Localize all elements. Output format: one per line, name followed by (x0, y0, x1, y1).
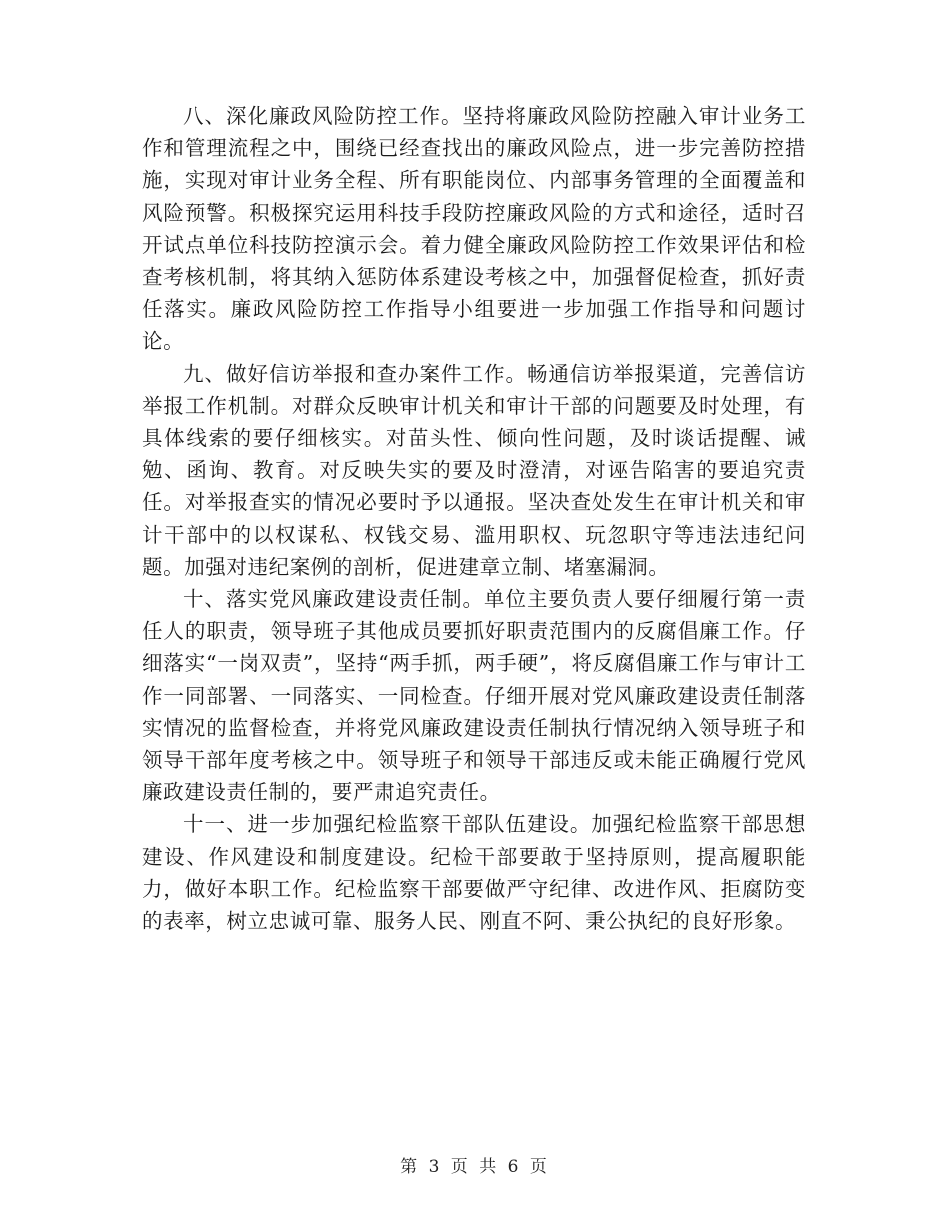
page-footer (0, 1152, 950, 1177)
page-number: 第 3 页 共 6 页 (400, 1157, 550, 1177)
paragraph-nine: 九、做好信访举报和查办案件工作。畅通信访举报渠道，完善信访举报工作机制。对群众反映审计机关和审计干部的问题要及时处理，有具体线索的要仔细核实。对苗头性、倾向性问题，及时谈话提醒、诫勉、函询、教育。对反映失实的要及时澄清，对诬告陷害的要追究责任。对举报查实的情况必要时予以通报。坚决查处发生在审计机关和审计干部中的以权谋私、权钱交易、滥用职权、玩忽职守等违法违纪问题。加强对违纪案例的剖析，促进建章立制、堵塞漏洞。 (142, 361, 806, 579)
document-body (142, 100, 806, 937)
paragraph-ten: 十、落实党风廉政建设责任制。单位主要负责人要仔细履行第一责任人的职责，领导班子其他成员要抓好职责范围内的反腐倡廉工作。仔细落实“一岗双责”，坚持“两手抓，两手硬”，将反腐倡廉工作与审计工作一同部署、一同落实、一同检查。仔细开展对党风廉政建设责任制落实情况的监督检查，并将党风廉政建设责任制执行情况纳入领导班子和领导干部年度考核之中。领导班子和领导干部违反或未能正确履行党风廉政建设责任制的，要严肃追究责任。 (142, 587, 806, 805)
paragraph-eight: 八、深化廉政风险防控工作。坚持将廉政风险防控融入审计业务工作和管理流程之中，围绕已经查找出的廉政风险点，进一步完善防控措施，实现对审计业务全程、所有职能岗位、内部事务管理的全面覆盖和风险预警。积极探究运用科技手段防控廉政风险的方式和途径，适时召开试点单位科技防控演示会。着力健全廉政风险防控工作效果评估和检查考核机制，将其纳入惩防体系建设考核之中，加强督促检查，抓好责任落实。廉政风险防控工作指导小组要进一步加强工作指导和问题讨论。 (142, 104, 806, 354)
paragraph-eleven: 十一、进一步加强纪检监察干部队伍建设。加强纪检监察干部思想建设、作风建设和制度建设。纪检干部要敢于坚持原则，提高履职能力，做好本职工作。纪检监察干部要做严守纪律、改进作风、拒腐防变的表率，树立忠诚可靠、服务人民、刚直不阿、秉公执纪的良好形象。 (142, 812, 806, 934)
